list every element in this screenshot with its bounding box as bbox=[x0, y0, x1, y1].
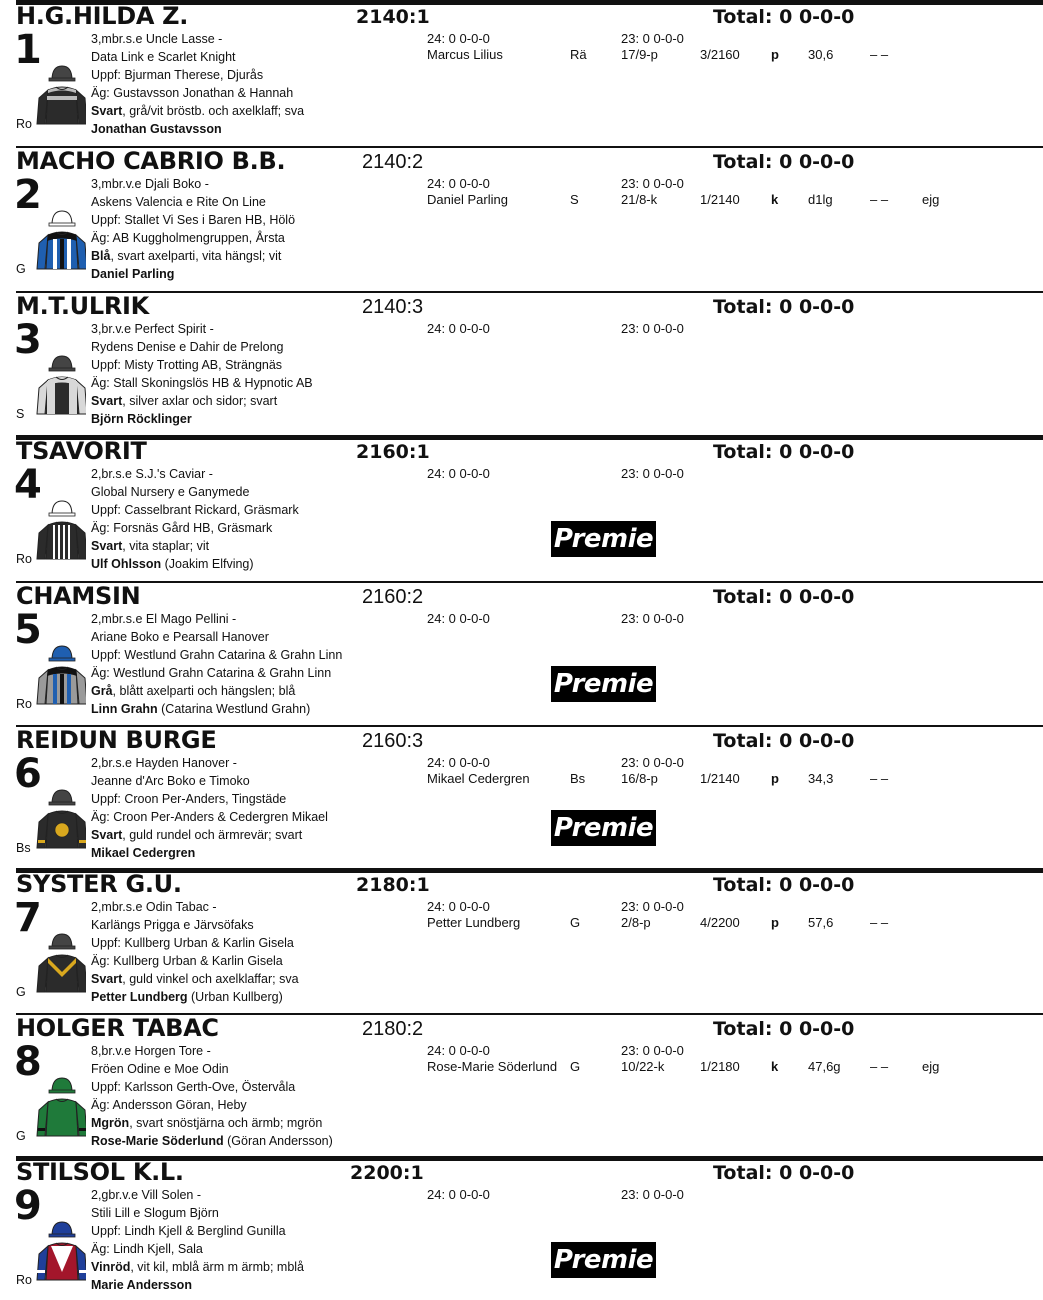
premie-badge: Premie bbox=[551, 521, 656, 557]
breeder: Uppf: Kullberg Urban & Karlin Gisela bbox=[91, 936, 294, 950]
horse-info bbox=[91, 1186, 304, 1294]
jockey-silks-icon bbox=[34, 1214, 86, 1282]
season-2023-record: 23: 0 0-0-0 bbox=[621, 321, 684, 336]
owner: Äg: Lindh Kjell, Sala bbox=[91, 1242, 203, 1256]
color-desc: , vita staplar; vit bbox=[122, 539, 210, 553]
total-record: Total: 0 0-0-0 bbox=[713, 1162, 855, 1184]
pedigree-dam: Rydens Denise e Dahir de Prelong bbox=[91, 340, 284, 354]
start-track: G bbox=[570, 915, 581, 930]
color-main: Vinröd bbox=[91, 1260, 131, 1274]
driver bbox=[91, 555, 299, 573]
start-time: 47,6g bbox=[808, 1059, 841, 1074]
start-date: 17/9-p bbox=[621, 47, 658, 62]
start-post: 1/2140 bbox=[700, 192, 740, 207]
trainer-name: (Göran Andersson) bbox=[223, 1134, 333, 1148]
colors bbox=[91, 537, 299, 555]
colors bbox=[91, 826, 328, 844]
start-time: d1lg bbox=[808, 192, 833, 207]
driver bbox=[91, 1276, 304, 1294]
owner: Äg: Kullberg Urban & Karlin Gisela bbox=[91, 954, 283, 968]
start-number: 5 bbox=[14, 607, 42, 653]
season-2023-record: 23: 0 0-0-0 bbox=[621, 611, 684, 626]
start-type: p bbox=[771, 47, 779, 62]
color-main: Grå bbox=[91, 684, 113, 698]
jockey-silks-icon bbox=[34, 926, 86, 994]
pedigree-dam: Ariane Boko e Pearsall Hanover bbox=[91, 630, 269, 644]
start-place: – – bbox=[870, 47, 889, 62]
colors bbox=[91, 392, 313, 410]
season-2024-record: 24: 0 0-0-0 bbox=[427, 176, 490, 191]
driver-name: Daniel Parling bbox=[91, 267, 175, 281]
driver-name: Marie Andersson bbox=[91, 1278, 192, 1292]
start-distance: 2200:1 bbox=[350, 1162, 424, 1184]
jockey-silks-icon bbox=[34, 58, 86, 126]
driver bbox=[91, 988, 299, 1006]
horse-info bbox=[91, 754, 328, 862]
start-place: – – bbox=[870, 1059, 889, 1074]
start-driver: Daniel Parling bbox=[427, 192, 508, 207]
start-driver: Mikael Cedergren bbox=[427, 771, 530, 786]
horse-info bbox=[91, 175, 295, 283]
horse-name: MACHO CABRIO B.B. bbox=[16, 147, 286, 175]
total-record: Total: 0 0-0-0 bbox=[713, 1018, 855, 1040]
color-main: Svart bbox=[91, 104, 123, 118]
season-2024-record: 24: 0 0-0-0 bbox=[427, 466, 490, 481]
driver bbox=[91, 700, 342, 718]
start-place: – – bbox=[870, 771, 889, 786]
driver-name: Petter Lundberg bbox=[91, 990, 188, 1004]
colors bbox=[91, 247, 295, 265]
horse-name: HOLGER TABAC bbox=[16, 1014, 219, 1042]
driver bbox=[91, 410, 313, 428]
driver bbox=[91, 844, 328, 862]
start-distance: 2180:1 bbox=[356, 874, 430, 896]
start-number: 2 bbox=[14, 172, 42, 218]
color-main: Mgrön bbox=[91, 1116, 130, 1130]
breeder: Uppf: Croon Per-Anders, Tingstäde bbox=[91, 792, 287, 806]
start-track: Rä bbox=[570, 47, 587, 62]
premie-badge: Premie bbox=[551, 1242, 656, 1278]
jockey-silks-icon bbox=[34, 493, 86, 561]
owner: Äg: Forsnäs Gård HB, Gräsmark bbox=[91, 521, 273, 535]
start-track: S bbox=[570, 192, 579, 207]
start-place: – – bbox=[870, 915, 889, 930]
start-driver: Petter Lundberg bbox=[427, 915, 521, 930]
divider bbox=[16, 291, 1043, 293]
pedigree-sire: 8,br.v.e Horgen Tore - bbox=[91, 1044, 211, 1058]
divider bbox=[16, 581, 1043, 583]
start-distance: 2160:3 bbox=[362, 730, 424, 752]
color-desc: , grå/vit bröstb. och axelklaff; sva bbox=[122, 104, 305, 118]
total-record: Total: 0 0-0-0 bbox=[713, 6, 855, 28]
start-driver: Marcus Lilius bbox=[427, 47, 503, 62]
start-note: ejg bbox=[922, 1059, 940, 1074]
start-type: k bbox=[771, 1059, 779, 1074]
start-distance: 2180:2 bbox=[362, 1018, 424, 1040]
horse-name: STILSOL K.L. bbox=[16, 1158, 184, 1186]
season-2024-record: 24: 0 0-0-0 bbox=[427, 755, 490, 770]
jockey-silks-icon bbox=[34, 638, 86, 706]
color-desc: , silver axlar och sidor; svart bbox=[122, 394, 278, 408]
start-time: 30,6 bbox=[808, 47, 834, 62]
start-track: Bs bbox=[570, 771, 586, 786]
trainer-name: (Urban Kullberg) bbox=[187, 990, 283, 1004]
horse-name: REIDUN BURGE bbox=[16, 726, 217, 754]
start-post: 3/2160 bbox=[700, 47, 740, 62]
track-code: G bbox=[16, 1129, 26, 1143]
start-date: 10/22-k bbox=[621, 1059, 665, 1074]
horse-name: H.G.HILDA Z. bbox=[16, 2, 189, 30]
season-2023-record: 23: 0 0-0-0 bbox=[621, 176, 684, 191]
jockey-silks-icon bbox=[34, 348, 86, 416]
colors bbox=[91, 1258, 304, 1276]
breeder: Uppf: Stallet Vi Ses i Baren HB, Hölö bbox=[91, 213, 296, 227]
pedigree-sire: 3,mbr.s.e Uncle Lasse - bbox=[91, 32, 223, 46]
start-number: 3 bbox=[14, 317, 42, 363]
pedigree-sire: 2,mbr.s.e El Mago Pellini - bbox=[91, 612, 237, 626]
start-number: 6 bbox=[14, 751, 42, 797]
horse-entry bbox=[0, 868, 1043, 1012]
horse-entry bbox=[0, 145, 1043, 289]
owner: Äg: Westlund Grahn Catarina & Grahn Linn bbox=[91, 666, 332, 680]
color-main: Svart bbox=[91, 539, 123, 553]
owner: Äg: Andersson Göran, Heby bbox=[91, 1098, 247, 1112]
color-desc: , svart snöstjärna och ärmb; mgrön bbox=[129, 1116, 323, 1130]
color-main: Svart bbox=[91, 828, 123, 842]
start-type: p bbox=[771, 771, 779, 786]
pedigree-dam: Stili Lill e Slogum Björn bbox=[91, 1206, 219, 1220]
season-2024-record: 24: 0 0-0-0 bbox=[427, 611, 490, 626]
color-desc: , guld rundel och ärmrevär; svart bbox=[122, 828, 303, 842]
colors bbox=[91, 102, 304, 120]
horse-entry bbox=[0, 0, 1043, 144]
start-date: 21/8-k bbox=[621, 192, 658, 207]
owner: Äg: AB Kuggholmengruppen, Årsta bbox=[91, 231, 285, 245]
colors bbox=[91, 1114, 333, 1132]
total-record: Total: 0 0-0-0 bbox=[713, 586, 855, 608]
start-note: ejg bbox=[922, 192, 940, 207]
driver bbox=[91, 120, 304, 138]
breeder: Uppf: Casselbrant Rickard, Gräsmark bbox=[91, 503, 299, 517]
horse-info bbox=[91, 30, 304, 138]
pedigree-sire: 2,gbr.v.e Vill Solen - bbox=[91, 1188, 202, 1202]
pedigree-sire: 2,br.s.e S.J.'s Caviar - bbox=[91, 467, 213, 481]
pedigree-sire: 2,mbr.s.e Odin Tabac - bbox=[91, 900, 217, 914]
driver-name: Ulf Ohlsson bbox=[91, 557, 162, 571]
color-desc: , svart axelparti, vita hängsl; vit bbox=[110, 249, 282, 263]
track-code: G bbox=[16, 985, 26, 999]
season-2024-record: 24: 0 0-0-0 bbox=[427, 31, 490, 46]
track-code: Ro bbox=[16, 552, 32, 566]
track-code: Ro bbox=[16, 117, 32, 131]
driver-name: Rose-Marie Söderlund bbox=[91, 1134, 224, 1148]
total-record: Total: 0 0-0-0 bbox=[713, 296, 855, 318]
horse-name: SYSTER G.U. bbox=[16, 870, 182, 898]
pedigree-dam: Jeanne d'Arc Boko e Timoko bbox=[91, 774, 250, 788]
season-2023-record: 23: 0 0-0-0 bbox=[621, 1043, 684, 1058]
start-distance: 2140:2 bbox=[362, 151, 424, 173]
track-code: S bbox=[16, 407, 25, 421]
total-record: Total: 0 0-0-0 bbox=[713, 151, 855, 173]
start-post: 4/2200 bbox=[700, 915, 740, 930]
season-2023-record: 23: 0 0-0-0 bbox=[621, 1187, 684, 1202]
start-time: 57,6 bbox=[808, 915, 834, 930]
color-desc: , guld vinkel och axelklaffar; sva bbox=[122, 972, 299, 986]
start-date: 2/8-p bbox=[621, 915, 651, 930]
premie-badge: Premie bbox=[551, 666, 656, 702]
horse-name: M.T.ULRIK bbox=[16, 292, 149, 320]
start-distance: 2160:1 bbox=[356, 441, 430, 463]
track-code: Ro bbox=[16, 697, 32, 711]
start-distance: 2140:3 bbox=[362, 296, 424, 318]
driver-name: Björn Röcklinger bbox=[91, 412, 192, 426]
total-record: Total: 0 0-0-0 bbox=[713, 874, 855, 896]
start-post: 1/2180 bbox=[700, 1059, 740, 1074]
season-2023-record: 23: 0 0-0-0 bbox=[621, 466, 684, 481]
season-2024-record: 24: 0 0-0-0 bbox=[427, 321, 490, 336]
owner: Äg: Croon Per-Anders & Cedergren Mikael bbox=[91, 810, 328, 824]
jockey-silks-icon bbox=[34, 1070, 86, 1138]
horse-info bbox=[91, 1042, 333, 1150]
horse-info bbox=[91, 898, 299, 1006]
driver-name: Linn Grahn bbox=[91, 702, 158, 716]
horse-name: CHAMSIN bbox=[16, 582, 141, 610]
start-date: 16/8-p bbox=[621, 771, 658, 786]
season-2023-record: 23: 0 0-0-0 bbox=[621, 899, 684, 914]
horse-name: TSAVORIT bbox=[16, 437, 147, 465]
start-number: 1 bbox=[14, 27, 42, 73]
season-2024-record: 24: 0 0-0-0 bbox=[427, 1043, 490, 1058]
pedigree-dam: Global Nursery e Ganymede bbox=[91, 485, 250, 499]
horse-entry bbox=[0, 580, 1043, 724]
jockey-silks-icon bbox=[34, 203, 86, 271]
pedigree-sire: 2,br.s.e Hayden Hanover - bbox=[91, 756, 237, 770]
premie-badge: Premie bbox=[551, 810, 656, 846]
breeder: Uppf: Westlund Grahn Catarina & Grahn Linn bbox=[91, 648, 343, 662]
start-number: 4 bbox=[14, 462, 42, 508]
breeder: Uppf: Bjurman Therese, Djurås bbox=[91, 68, 264, 82]
color-desc: , vit kil, mblå ärm m ärmb; mblå bbox=[130, 1260, 304, 1274]
horse-info bbox=[91, 610, 342, 718]
pedigree-dam: Karlängs Prigga e Järvsöfaks bbox=[91, 918, 254, 932]
trainer-name: (Catarina Westlund Grahn) bbox=[157, 702, 311, 716]
pedigree-sire: 3,br.v.e Perfect Spirit - bbox=[91, 322, 214, 336]
trainer-name: (Joakim Elfving) bbox=[161, 557, 254, 571]
color-main: Svart bbox=[91, 394, 123, 408]
start-time: 34,3 bbox=[808, 771, 834, 786]
driver-name: Jonathan Gustavsson bbox=[91, 122, 222, 136]
breeder: Uppf: Karlsson Gerth-Ove, Östervåla bbox=[91, 1080, 296, 1094]
horse-entry bbox=[0, 290, 1043, 434]
track-code: G bbox=[16, 262, 26, 276]
start-post: 1/2140 bbox=[700, 771, 740, 786]
horse-entry bbox=[0, 1012, 1043, 1156]
colors bbox=[91, 682, 342, 700]
start-distance: 2160:2 bbox=[362, 586, 424, 608]
total-record: Total: 0 0-0-0 bbox=[713, 730, 855, 752]
driver bbox=[91, 265, 295, 283]
start-driver: Rose-Marie Söderlund bbox=[427, 1059, 558, 1074]
breeder: Uppf: Lindh Kjell & Berglind Gunilla bbox=[91, 1224, 286, 1238]
colors bbox=[91, 970, 299, 988]
jockey-silks-icon bbox=[34, 782, 86, 850]
pedigree-dam: Askens Valencia e Rite On Line bbox=[91, 195, 266, 209]
owner: Äg: Gustavsson Jonathan & Hannah bbox=[91, 86, 294, 100]
start-number: 8 bbox=[14, 1039, 42, 1085]
horse-info bbox=[91, 465, 299, 573]
season-2024-record: 24: 0 0-0-0 bbox=[427, 1187, 490, 1202]
start-track: G bbox=[570, 1059, 581, 1074]
pedigree-dam: Fröen Odine e Moe Odin bbox=[91, 1062, 229, 1076]
horse-entry bbox=[0, 724, 1043, 868]
driver bbox=[91, 1132, 333, 1150]
horse-info bbox=[91, 320, 313, 428]
breeder: Uppf: Misty Trotting AB, Strängnäs bbox=[91, 358, 283, 372]
track-code: Bs bbox=[16, 841, 31, 855]
pedigree-sire: 3,mbr.v.e Djali Boko - bbox=[91, 177, 209, 191]
season-2024-record: 24: 0 0-0-0 bbox=[427, 899, 490, 914]
color-main: Blå bbox=[91, 249, 111, 263]
start-distance: 2140:1 bbox=[356, 6, 430, 28]
horse-entry bbox=[0, 1156, 1043, 1300]
pedigree-dam: Data Link e Scarlet Knight bbox=[91, 50, 236, 64]
color-desc: , blått axelparti och hängslen; blå bbox=[112, 684, 296, 698]
start-type: p bbox=[771, 915, 779, 930]
season-2023-record: 23: 0 0-0-0 bbox=[621, 31, 684, 46]
start-type: k bbox=[771, 192, 779, 207]
start-number: 9 bbox=[14, 1183, 42, 1229]
season-2023-record: 23: 0 0-0-0 bbox=[621, 755, 684, 770]
driver-name: Mikael Cedergren bbox=[91, 846, 196, 860]
owner: Äg: Stall Skoningslös HB & Hypnotic AB bbox=[91, 376, 313, 390]
start-number: 7 bbox=[14, 895, 42, 941]
color-main: Svart bbox=[91, 972, 123, 986]
track-code: Ro bbox=[16, 1273, 32, 1287]
divider bbox=[16, 435, 1043, 440]
horse-entry bbox=[0, 435, 1043, 579]
total-record: Total: 0 0-0-0 bbox=[713, 441, 855, 463]
start-place: – – bbox=[870, 192, 889, 207]
